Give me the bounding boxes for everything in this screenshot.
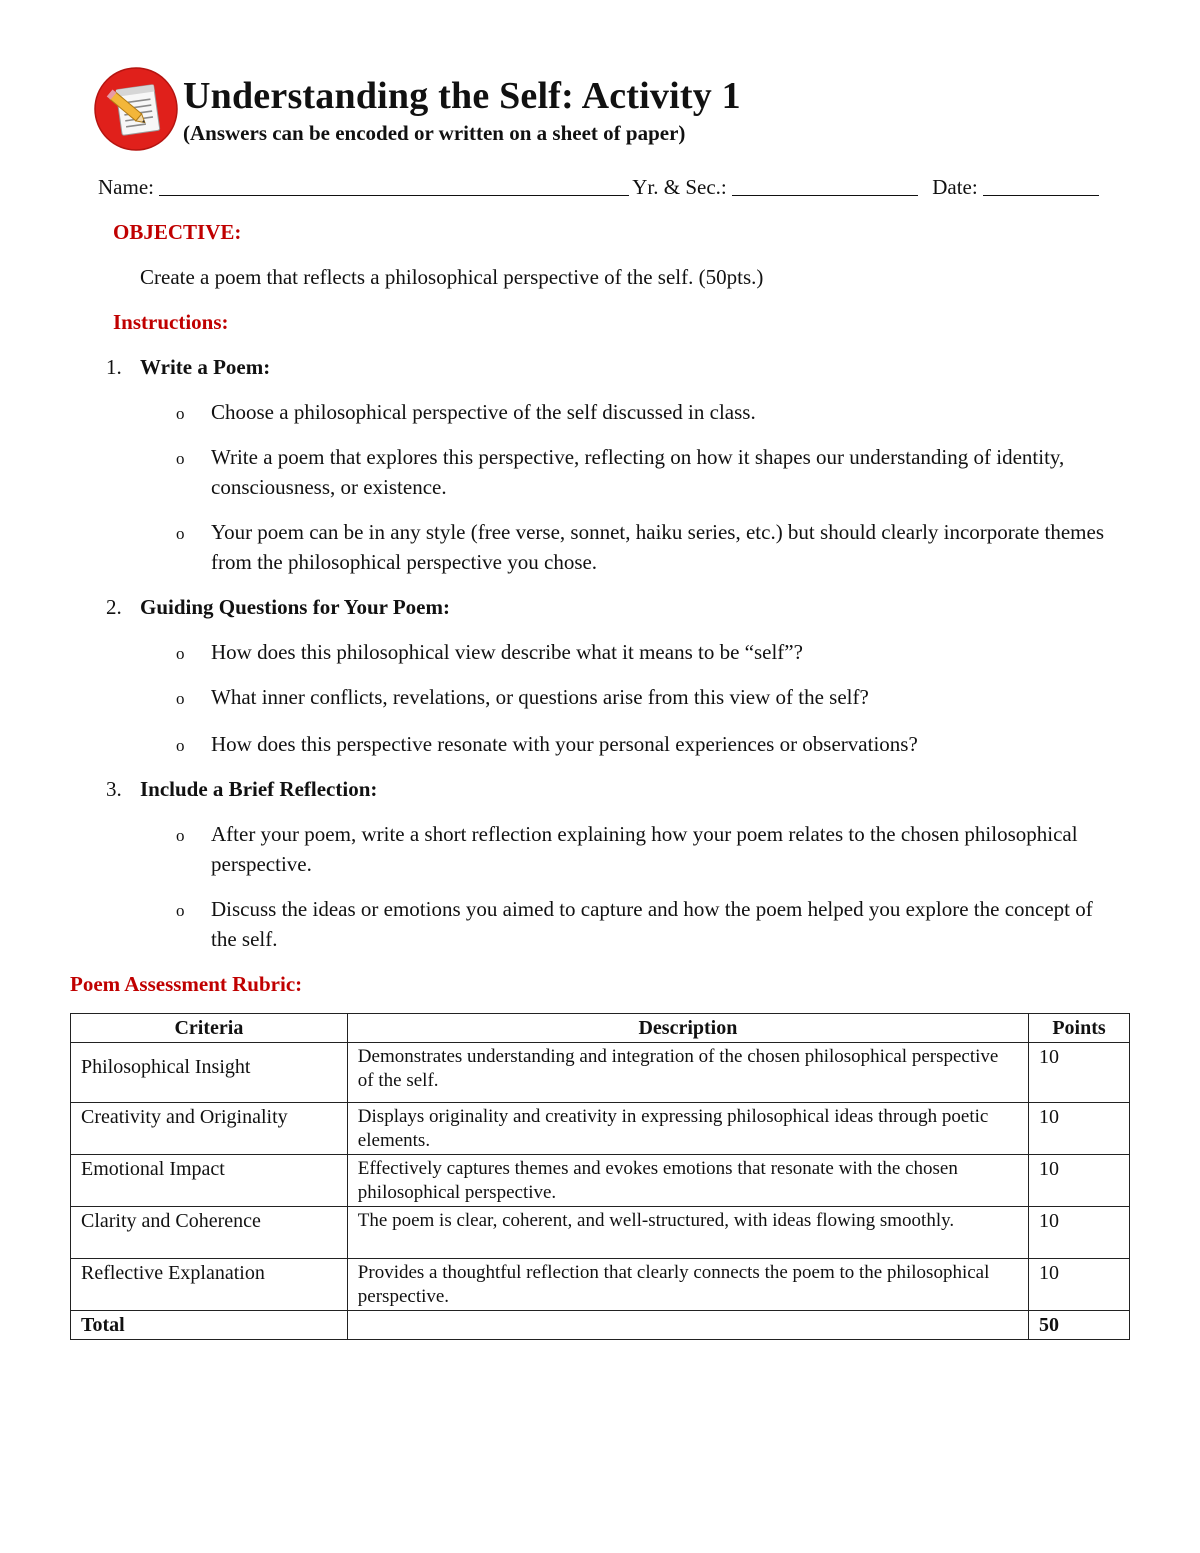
date-blank[interactable] — [983, 173, 1099, 196]
step-number: 3. — [106, 777, 122, 801]
bullet-icon: o — [176, 901, 185, 920]
column-header-description: Description — [347, 1014, 1028, 1043]
instructions-heading: Instructions: — [113, 310, 229, 334]
objective-heading: OBJECTIVE: — [113, 220, 242, 244]
step-1 — [106, 352, 270, 382]
list-item-text: Write a poem that explores this perspective, reflecting on how it shapes our understanding of identity, consciousness, or existence. — [211, 445, 1065, 499]
description-cell: Demonstrates understanding and integration of the chosen philosophical perspective of the self. — [347, 1043, 1028, 1103]
description-cell: Displays originality and creativity in expressing philosophical ideas through poetic elements. — [347, 1103, 1028, 1155]
criteria-cell: Emotional Impact — [71, 1155, 348, 1207]
page-title: Understanding the Self: Activity 1 — [183, 75, 741, 117]
yr-sec-label: Yr. & Sec.: — [632, 175, 727, 199]
step-label: Write a Poem: — [140, 355, 271, 379]
pencil-note-icon — [94, 67, 178, 151]
criteria-cell: Reflective Explanation — [71, 1259, 348, 1311]
bullet-icon: o — [176, 644, 185, 663]
points-cell: 10 — [1029, 1103, 1130, 1155]
table-row — [71, 1103, 1130, 1155]
list-item-text: How does this perspective resonate with your personal experiences or observations? — [211, 732, 918, 756]
step-2 — [106, 592, 450, 622]
step-3 — [106, 774, 377, 804]
list-item-text: After your poem, write a short reflection explaining how your poem relates to the chosen philosophical perspective. — [211, 822, 1078, 876]
table-row — [71, 1043, 1130, 1103]
points-cell: 10 — [1029, 1043, 1130, 1103]
name-blank[interactable] — [159, 173, 629, 196]
step-label: Guiding Questions for Your Poem: — [140, 595, 450, 619]
points-cell: 10 — [1029, 1207, 1130, 1259]
table-row — [71, 1259, 1130, 1311]
bullet-icon: o — [176, 689, 185, 708]
total-label: Total — [71, 1311, 348, 1340]
bullet-icon: o — [176, 736, 185, 755]
step-number: 1. — [106, 355, 122, 379]
criteria-cell: Creativity and Originality — [71, 1103, 348, 1155]
date-label: Date: — [932, 175, 978, 199]
points-cell: 10 — [1029, 1155, 1130, 1207]
column-header-criteria: Criteria — [71, 1014, 348, 1043]
description-cell: Effectively captures themes and evokes emotions that resonate with the chosen philosophical perspective. — [347, 1155, 1028, 1207]
step-number: 2. — [106, 595, 122, 619]
bullet-icon: o — [176, 449, 185, 468]
list-item-text: Discuss the ideas or emotions you aimed to capture and how the poem helped you explore the concept of the self. — [211, 897, 1093, 951]
bullet-icon: o — [176, 826, 185, 845]
rubric-heading: Poem Assessment Rubric: — [70, 972, 303, 996]
criteria-cell: Philosophical Insight — [71, 1043, 348, 1103]
yr-sec-blank[interactable] — [732, 173, 918, 196]
table-header-row — [71, 1014, 1130, 1043]
list-item-text: Choose a philosophical perspective of the self discussed in class. — [211, 400, 756, 424]
description-cell: Provides a thoughtful reflection that clearly connects the poem to the philosophical perspective. — [347, 1259, 1028, 1311]
total-empty-cell — [347, 1311, 1028, 1340]
points-cell: 10 — [1029, 1259, 1130, 1311]
name-label: Name: — [98, 175, 154, 199]
rubric-table — [70, 1013, 1130, 1340]
criteria-cell: Clarity and Coherence — [71, 1207, 348, 1259]
bullet-icon: o — [176, 404, 185, 423]
table-row — [71, 1155, 1130, 1207]
list-item-text: Your poem can be in any style (free verse, sonnet, haiku series, etc.) but should clearly incorporate themes from the philosophical perspective you chose. — [211, 520, 1105, 574]
table-row — [71, 1207, 1130, 1259]
description-cell: The poem is clear, coherent, and well-structured, with ideas flowing smoothly. — [347, 1207, 1028, 1259]
total-points: 50 — [1029, 1311, 1130, 1340]
objective-text: Create a poem that reflects a philosophical perspective of the self. (50pts.) — [140, 265, 764, 289]
list-item-text: How does this philosophical view describe what it means to be “self”? — [211, 640, 803, 664]
student-info-fields — [98, 172, 1138, 202]
table-total-row — [71, 1311, 1130, 1340]
step-label: Include a Brief Reflection: — [140, 777, 378, 801]
column-header-points: Points — [1029, 1014, 1130, 1043]
page-subtitle: (Answers can be encoded or written on a sheet of paper) — [183, 121, 686, 145]
bullet-icon: o — [176, 524, 185, 543]
list-item-text: What inner conflicts, revelations, or questions arise from this view of the self? — [211, 685, 869, 709]
